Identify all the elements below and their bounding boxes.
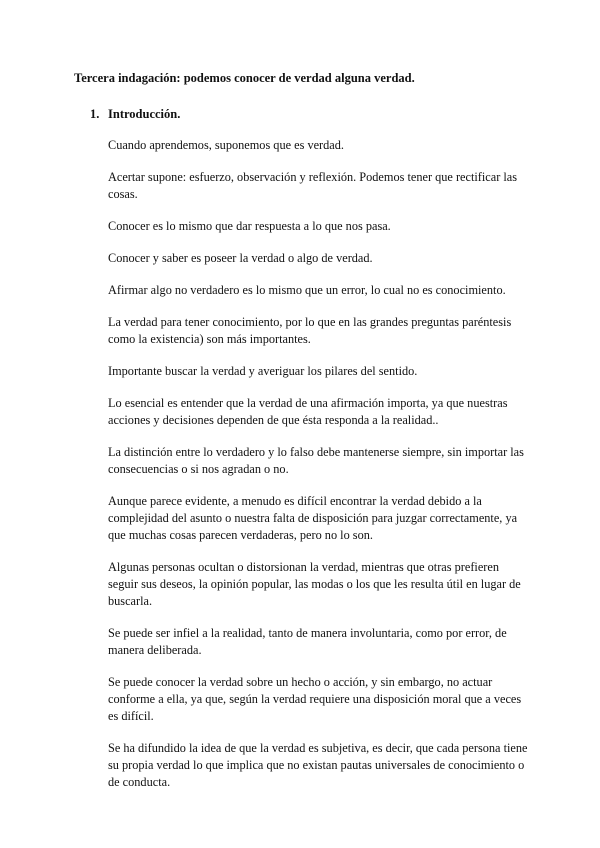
paragraph: La distinción entre lo verdadero y lo falso debe mantenerse siempre, sin importar las consecuencias o si nos agradan o no. (108, 445, 524, 476)
paragraph: Se ha difundido la idea de que la verdad es subjetiva, es decir, que cada persona tiene su propia verdad lo que implica que no existan pautas universales de conocimiento o de conducta. (108, 741, 528, 789)
section-title: Introducción. (108, 107, 181, 121)
paragraph: Conocer y saber es poseer la verdad o algo de verdad. (108, 251, 373, 265)
paragraph: Conocer es lo mismo que dar respuesta a lo que nos pasa. (108, 219, 391, 233)
paragraph: La verdad para tener conocimiento, por lo que en las grandes preguntas paréntesis como la existencia) son más importantes. (108, 315, 512, 346)
paragraph: Afirmar algo no verdadero es lo mismo que un error, lo cual no es conocimiento. (108, 283, 506, 297)
section-heading (90, 106, 180, 122)
paragraph: Se puede ser infiel a la realidad, tanto de manera involuntaria, como por error, de manera deliberada. (108, 626, 507, 657)
paragraph: Se puede conocer la verdad sobre un hecho o acción, y sin embargo, no actuar conforme a ella, ya que, según la verdad requiere una disposición moral que a veces es difícil. (108, 675, 522, 723)
section-number: 1. (90, 107, 100, 121)
paragraph: Importante buscar la verdad y averiguar los pilares del sentido. (108, 364, 418, 378)
paragraph: Algunas personas ocultan o distorsionan la verdad, mientras que otras prefieren seguir sus deseos, la opinión popular, las modas o los que les resulta útil en lugar de buscarla. (108, 560, 521, 608)
body-text (108, 137, 528, 806)
paragraph: Aunque parece evidente, a menudo es difícil encontrar la verdad debido a la complejidad del asunto o nuestra falta de disposición para juzgar correctamente, ya que muchas cosas parecen verdaderas, pero no lo son. (108, 494, 518, 542)
paragraph: Acertar supone: esfuerzo, observación y reflexión. Podemos tener que rectificar las cosas. (108, 170, 518, 201)
paragraph: Cuando aprendemos, suponemos que es verdad. (108, 138, 344, 152)
document-title: Tercera indagación: podemos conocer de verdad alguna verdad. (74, 71, 415, 85)
paragraph: Lo esencial es entender que la verdad de una afirmación importa, ya que nuestras acciones y decisiones dependen de que ésta responda a la realidad.. (108, 396, 508, 427)
